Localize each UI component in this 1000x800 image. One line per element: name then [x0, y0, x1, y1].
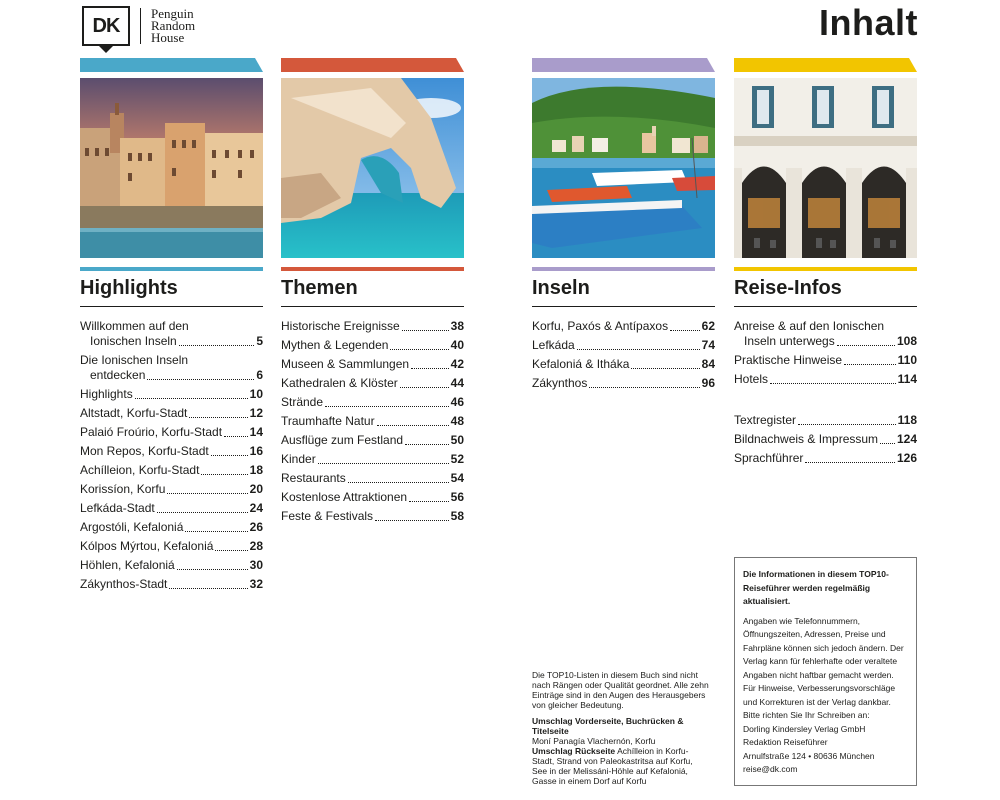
section-title: Inseln: [532, 277, 715, 307]
toc-entry-hotels[interactable]: Hotels 114: [734, 372, 917, 386]
toc-entry-kostenlose-attraktionen[interactable]: Kostenlose Attraktionen 56: [281, 490, 464, 504]
toc-entry-sprachfuehrer[interactable]: Sprachführer 126: [734, 451, 917, 465]
logo-divider: [140, 8, 141, 44]
toc-entry-lefkada[interactable]: Lefkáda 74: [532, 338, 715, 352]
toc-entry-highlights[interactable]: Highlights 10: [80, 387, 263, 401]
toc-entry-mythen[interactable]: Mythen & Legenden 40: [281, 338, 464, 352]
toc-entry-kathedralen[interactable]: Kathedralen & Klöster 44: [281, 376, 464, 390]
toc-entry-palaio-frourio[interactable]: Palaió Froúrio, Korfu-Stadt 14: [80, 425, 263, 439]
section-themen: [281, 58, 464, 528]
front-cover-label: Umschlag Vorderseite, Buchrücken & Titelseite: [532, 716, 684, 736]
ranking-note: Die TOP10-Listen in diesem Buch sind nicht nach Rängen oder Qualität geordnet. Alle zehn Einträge sind in den Augen des Herausgebers von gleicher Bedeutung.: [532, 670, 709, 710]
section-tab: [734, 58, 917, 72]
toc-entry-museen[interactable]: Museen & Sammlungen 42: [281, 357, 464, 371]
toc-entry-ausfluege[interactable]: Ausflüge zum Festland 50: [281, 433, 464, 447]
toc-entry-zakynthos[interactable]: Zákynthos 96: [532, 376, 715, 390]
section-tab: [532, 58, 715, 72]
section-title: Reise-Infos: [734, 277, 917, 307]
section-tab: [80, 58, 263, 72]
toc-entry-achilleion[interactable]: Achílleion, Korfu-Stadt 18: [80, 463, 263, 477]
toc-list: [532, 319, 715, 391]
toc-entry-mon-repos[interactable]: Mon Repos, Korfu-Stadt 16: [80, 444, 263, 458]
toc-entry-natur[interactable]: Traumhafte Natur 48: [281, 414, 464, 428]
toc-entry-feste[interactable]: Feste & Festivals 58: [281, 509, 464, 523]
section-band: [734, 267, 917, 271]
info-body: Angaben wie Telefonnummern, Öffnungszeiten, Adressen, Preise und Fahrpläne können sich jedoch ändern. Der Verlag kann für fehlerhafte oder veraltete Angaben nicht haftbar gemacht werden. Für Hinweise, Verbesserungsvorschläge und Korrekturen ist der Verlag dankbar. Bitte richten Sie Ihr Schreiben an:: [743, 615, 904, 720]
corfu-town-photo: [80, 78, 263, 258]
section-tab: [281, 58, 464, 72]
toc-entry-entdecken[interactable]: Die Ionischen Inseln entdecken 6: [80, 353, 263, 382]
toc-entry-altstadt[interactable]: Altstadt, Korfu-Stadt 12: [80, 406, 263, 420]
toc-entry-argostoli[interactable]: Argostóli, Kefaloniá 26: [80, 520, 263, 534]
arcade-cafe-photo: [734, 78, 917, 258]
toc-entry-lefkada-stadt[interactable]: Lefkáda-Stadt 24: [80, 501, 263, 515]
toc-entry-willkommen[interactable]: Willkommen auf den Ionischen Inseln 5: [80, 319, 263, 348]
update-info-box: [734, 557, 917, 786]
dk-logo-icon: DK: [82, 6, 130, 46]
info-address-line: Arnulfstraße 124 • 80636 München: [743, 750, 875, 761]
toc-entry-zakynthos-stadt[interactable]: Zákynthos-Stadt 32: [80, 577, 263, 591]
info-email-link[interactable]: reise@dk.com: [743, 764, 798, 774]
blue-caves-photo: [281, 78, 464, 258]
section-band: [281, 267, 464, 271]
cover-credits-note: [532, 670, 710, 786]
toc-list: [80, 319, 263, 592]
page-title: Inhalt: [819, 2, 918, 43]
info-address-line: Dorling Kindersley Verlag GmbH: [743, 723, 866, 734]
toc-entry-historische-ereignisse[interactable]: Historische Ereignisse 38: [281, 319, 464, 333]
toc-entry-kefalonia-ithaka[interactable]: Kefaloniá & Itháka 84: [532, 357, 715, 371]
publisher-logo: [82, 6, 195, 46]
toc-entry-bildnachweis[interactable]: Bildnachweis & Impressum 124: [734, 432, 917, 446]
toc-list: [734, 319, 917, 466]
section-title: Highlights: [80, 277, 263, 307]
back-cover-label: Umschlag Rückseite: [532, 746, 616, 756]
toc-spacer: [734, 391, 917, 409]
toc-entry-korfu-paxos[interactable]: Korfu, Paxós & Antípaxos 62: [532, 319, 715, 333]
toc-list: [281, 319, 464, 524]
toc-entry-kolpos-myrtou[interactable]: Kólpos Mýrtou, Kefaloniá 28: [80, 539, 263, 553]
toc-entry-straende[interactable]: Strände 46: [281, 395, 464, 409]
front-cover-text: Moní Panagía Vlachernón, Korfu: [532, 736, 656, 746]
toc-entry-textregister[interactable]: Textregister 118: [734, 413, 917, 427]
toc-entry-restaurants[interactable]: Restaurants 54: [281, 471, 464, 485]
toc-entry-korission[interactable]: Korissíon, Korfu 20: [80, 482, 263, 496]
section-band: [532, 267, 715, 271]
section-title: Themen: [281, 277, 464, 307]
info-heading: Die Informationen in diesem TOP10-Reiseführer werden regelmäßig aktualisiert.: [743, 569, 889, 606]
section-highlights: [80, 58, 263, 596]
toc-entry-kinder[interactable]: Kinder 52: [281, 452, 464, 466]
toc-entry-anreise[interactable]: Anreise & auf den Ionischen Inseln unterwegs 108: [734, 319, 917, 348]
toc-entry-praktische-hinweise[interactable]: Praktische Hinweise 110: [734, 353, 917, 367]
penguin-random-house-wordmark: Penguin Random House: [151, 6, 196, 45]
section-inseln: [532, 58, 715, 395]
harbour-boats-photo: [532, 78, 715, 258]
info-address-line: Redaktion Reiseführer: [743, 737, 828, 747]
toc-entry-hoehlen[interactable]: Höhlen, Kefaloniá 30: [80, 558, 263, 572]
back-cover-text: Achílleion in Korfu-Stadt, Strand von Paleokastritsa auf Korfu, See in der Melissáni-Höhle auf Kefaloniá, Gasse in einem Dorf auf Korfu: [532, 746, 693, 786]
section-band: [80, 267, 263, 271]
section-reise-infos: [734, 58, 917, 470]
